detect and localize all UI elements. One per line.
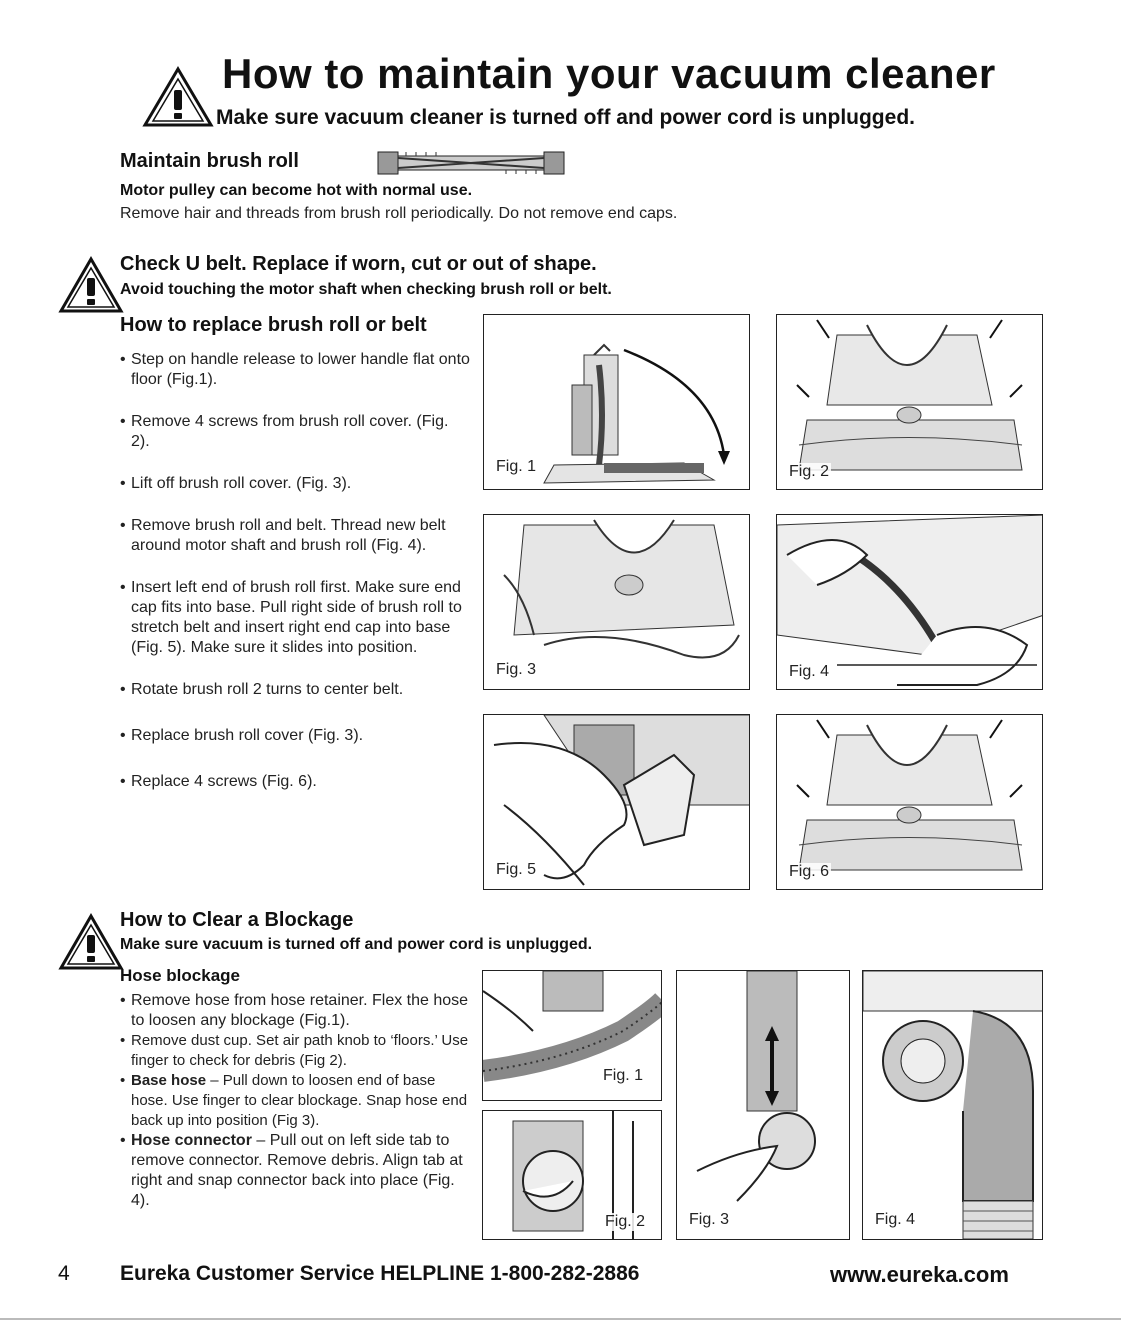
figure-4-thread-belt [776, 514, 1043, 690]
list-item: • Remove hose from hose retainer. Flex the hose to loosen any blockage (Fig.1). [120, 991, 472, 1031]
helpline-text: Eureka Customer Service HELPLINE 1-800-282-2886 [120, 1262, 640, 1285]
figure-blockage-3-base-hose [676, 970, 850, 1240]
list-item: • Hose connector – Pull out on left side tab to remove connector. Remove debris. Align tab at right and snap connector back into place (Fig. 4). [120, 1131, 472, 1211]
figure-blockage-1-flex-hose [482, 970, 662, 1101]
list-item: • Remove brush roll and belt. Thread new belt around motor shaft and brush roll (Fig. 4). [120, 516, 471, 556]
figure-5-insert-brush-roll [483, 714, 750, 890]
warning-triangle-icon [58, 913, 124, 971]
blockage-steps-list [120, 991, 472, 1211]
figure-blockage-4-hose-connector [862, 970, 1043, 1240]
page-bottom-rule [0, 1318, 1121, 1320]
figure-label: Fig. 4 [789, 663, 830, 680]
warning-triangle-icon [58, 256, 124, 314]
page-number: 4 [58, 1262, 70, 1285]
figure-label: Fig. 1 [496, 458, 537, 475]
brush-roll-illustration [376, 146, 566, 180]
list-item: • Rotate brush roll 2 turns to center belt. [120, 680, 480, 700]
figure-label: Fig. 1 [603, 1067, 644, 1084]
brush-roll-heading: Maintain brush roll [120, 150, 299, 172]
list-item: • Replace 4 screws (Fig. 6). [120, 772, 480, 792]
list-item: • Remove 4 screws from brush roll cover. (Fig. 2). [120, 412, 471, 452]
figure-blockage-2-dust-cup [482, 1110, 662, 1240]
list-item: • Base hose – Pull down to loosen end of base hose. Use finger to clear blockage. Snap hose end back up into position (Fig 3). [120, 1071, 472, 1131]
figure-label: Fig. 5 [496, 861, 537, 878]
page-title: How to maintain your vacuum cleaner [222, 50, 996, 97]
belt-warning: Avoid touching the motor shaft when checking brush roll or belt. [120, 281, 612, 298]
figure-1-handle-lowered [483, 314, 750, 490]
hose-blockage-subheading: Hose blockage [120, 966, 240, 985]
list-item: • Step on handle release to lower handle flat onto floor (Fig.1). [120, 350, 480, 390]
warning-triangle-icon [142, 66, 214, 128]
figure-label: Fig. 6 [789, 863, 830, 880]
brush-roll-text: Remove hair and threads from brush roll periodically. Do not remove end caps. [120, 205, 678, 222]
figure-label: Fig. 2 [605, 1213, 646, 1230]
replace-steps-list [120, 350, 480, 792]
figure-6-replace-screws [776, 714, 1043, 890]
list-item: • Lift off brush roll cover. (Fig. 3). [120, 474, 480, 494]
list-item: • Insert left end of brush roll first. Make sure end cap fits into base. Pull right side of brush roll to stretch belt and insert right end cap into base (Fig. 5). Make sure it slides into position. [120, 578, 481, 658]
figure-label: Fig. 4 [875, 1211, 916, 1228]
figure-label: Fig. 3 [496, 661, 537, 678]
blockage-heading: How to Clear a Blockage [120, 909, 354, 931]
figure-2-brush-roll-cover [776, 314, 1043, 490]
brush-roll-warning: Motor pulley can become hot with normal use. [120, 182, 473, 199]
website-link[interactable]: www.eureka.com [830, 1262, 1009, 1287]
belt-heading: Check U belt. Replace if worn, cut or out of shape. [120, 253, 597, 275]
figure-label: Fig. 2 [789, 463, 830, 480]
blockage-warning: Make sure vacuum is turned off and power cord is unplugged. [120, 936, 593, 953]
figure-label: Fig. 3 [689, 1211, 730, 1228]
figure-3-lift-cover [483, 514, 750, 690]
list-item: • Replace brush roll cover (Fig. 3). [120, 726, 480, 746]
list-item: • Remove dust cup. Set air path knob to ‘floors.’ Use finger to check for debris (Fig 2). [120, 1031, 472, 1071]
page-subtitle: Make sure vacuum cleaner is turned off and power cord is unplugged. [216, 106, 915, 129]
replace-heading: How to replace brush roll or belt [120, 314, 427, 336]
